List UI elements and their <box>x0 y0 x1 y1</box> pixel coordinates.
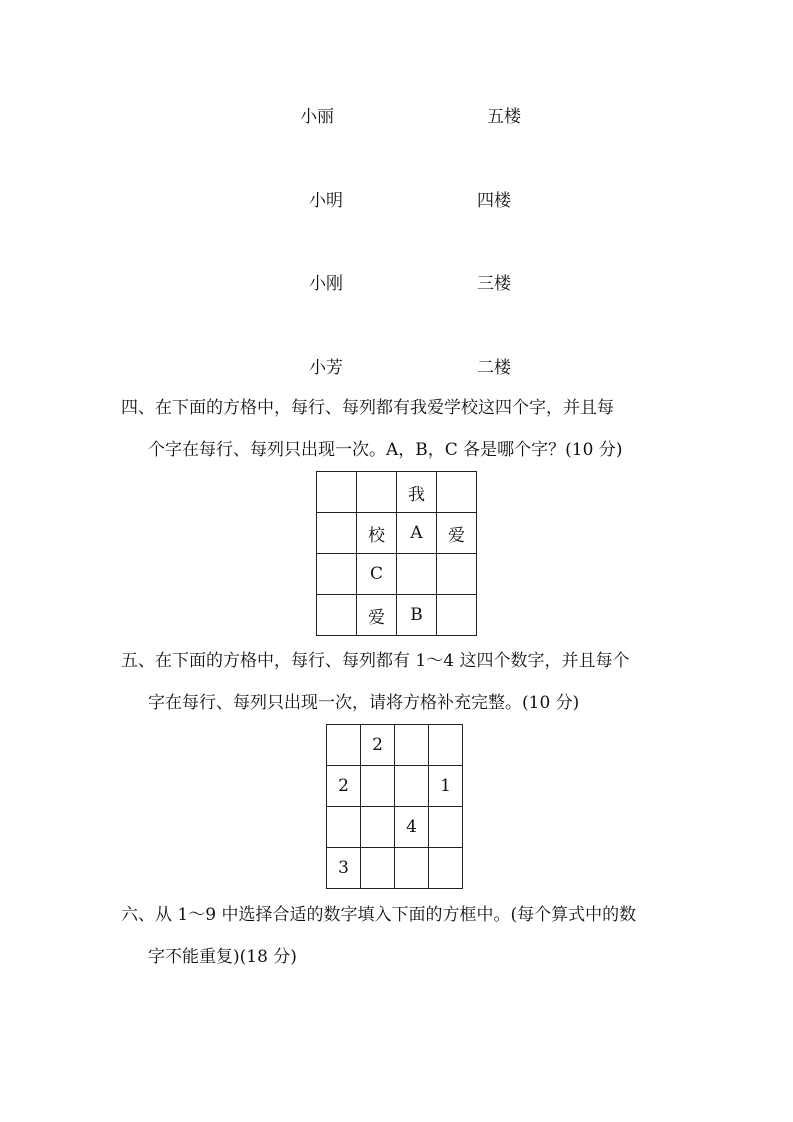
question-4-line-2: 个字在每行、每列只出现一次。A，B，C 各是哪个字？(10 分) <box>148 440 623 460</box>
word-grid-row <box>317 554 477 595</box>
number-grid-cell: 3 <box>327 848 361 889</box>
matching-name-3: 小刚 <box>309 274 343 294</box>
word-grid-cell: 爱 <box>437 513 477 554</box>
number-grid-cell[interactable] <box>361 807 395 848</box>
matching-floor-4: 二楼 <box>477 358 511 378</box>
number-grid-row <box>327 807 463 848</box>
word-grid-cell[interactable] <box>317 472 357 513</box>
number-grid-cell[interactable] <box>395 848 429 889</box>
number-grid-cell[interactable] <box>429 807 463 848</box>
word-grid-cell[interactable] <box>437 595 477 636</box>
number-grid-cell: 4 <box>395 807 429 848</box>
question-6-line-2: 字不能重复)(18 分) <box>148 947 297 967</box>
question-5 <box>121 640 681 724</box>
number-grid-cell[interactable] <box>361 848 395 889</box>
word-grid-cell: 爱 <box>357 595 397 636</box>
question-6 <box>121 894 681 978</box>
word-grid-cell[interactable] <box>317 513 357 554</box>
word-grid-row <box>317 513 477 554</box>
matching-floor-2: 四楼 <box>477 191 511 211</box>
word-grid-cell[interactable] <box>437 472 477 513</box>
matching-floor-1: 五楼 <box>487 107 521 127</box>
number-grid-cell[interactable] <box>361 766 395 807</box>
number-grid-cell: 2 <box>327 766 361 807</box>
number-grid <box>326 724 463 889</box>
word-grid-cell[interactable] <box>437 554 477 595</box>
word-grid-row <box>317 472 477 513</box>
number-grid-row <box>327 848 463 889</box>
matching-name-1: 小丽 <box>300 107 334 127</box>
matching-name-2: 小明 <box>309 191 343 211</box>
number-grid-cell[interactable] <box>395 725 429 766</box>
number-grid-cell[interactable] <box>327 725 361 766</box>
word-grid-cell[interactable] <box>317 595 357 636</box>
word-grid-cell[interactable] <box>397 554 437 595</box>
word-grid-cell[interactable] <box>317 554 357 595</box>
number-grid-row <box>327 725 463 766</box>
question-5-line-1: 五、在下面的方格中，每行、每列都有 1～4 这四个数字，并且每个 <box>121 651 630 671</box>
question-5-line-2: 字在每行、每列只出现一次，请将方格补充完整。(10 分) <box>148 693 580 713</box>
number-grid-cell[interactable] <box>327 807 361 848</box>
word-grid-cell: B <box>397 595 437 636</box>
question-4 <box>121 387 681 471</box>
word-grid-cell: 我 <box>397 472 437 513</box>
matching-floor-3: 三楼 <box>477 274 511 294</box>
question-6-line-1: 六、从 1～9 中选择合适的数字填入下面的方框中。(每个算式中的数 <box>121 905 637 925</box>
question-4-line-1: 四、在下面的方格中，每行、每列都有我爱学校这四个字，并且每 <box>121 398 614 418</box>
word-grid-row <box>317 595 477 636</box>
word-grid <box>316 471 477 636</box>
number-grid-cell[interactable] <box>429 848 463 889</box>
matching-name-4: 小芳 <box>309 358 343 378</box>
word-grid-cell: 校 <box>357 513 397 554</box>
word-grid-cell: C <box>357 554 397 595</box>
number-grid-cell[interactable] <box>395 766 429 807</box>
word-grid-cell: A <box>397 513 437 554</box>
number-grid-cell: 1 <box>429 766 463 807</box>
number-grid-cell[interactable] <box>429 725 463 766</box>
number-grid-cell: 2 <box>361 725 395 766</box>
word-grid-cell[interactable] <box>357 472 397 513</box>
number-grid-row <box>327 766 463 807</box>
